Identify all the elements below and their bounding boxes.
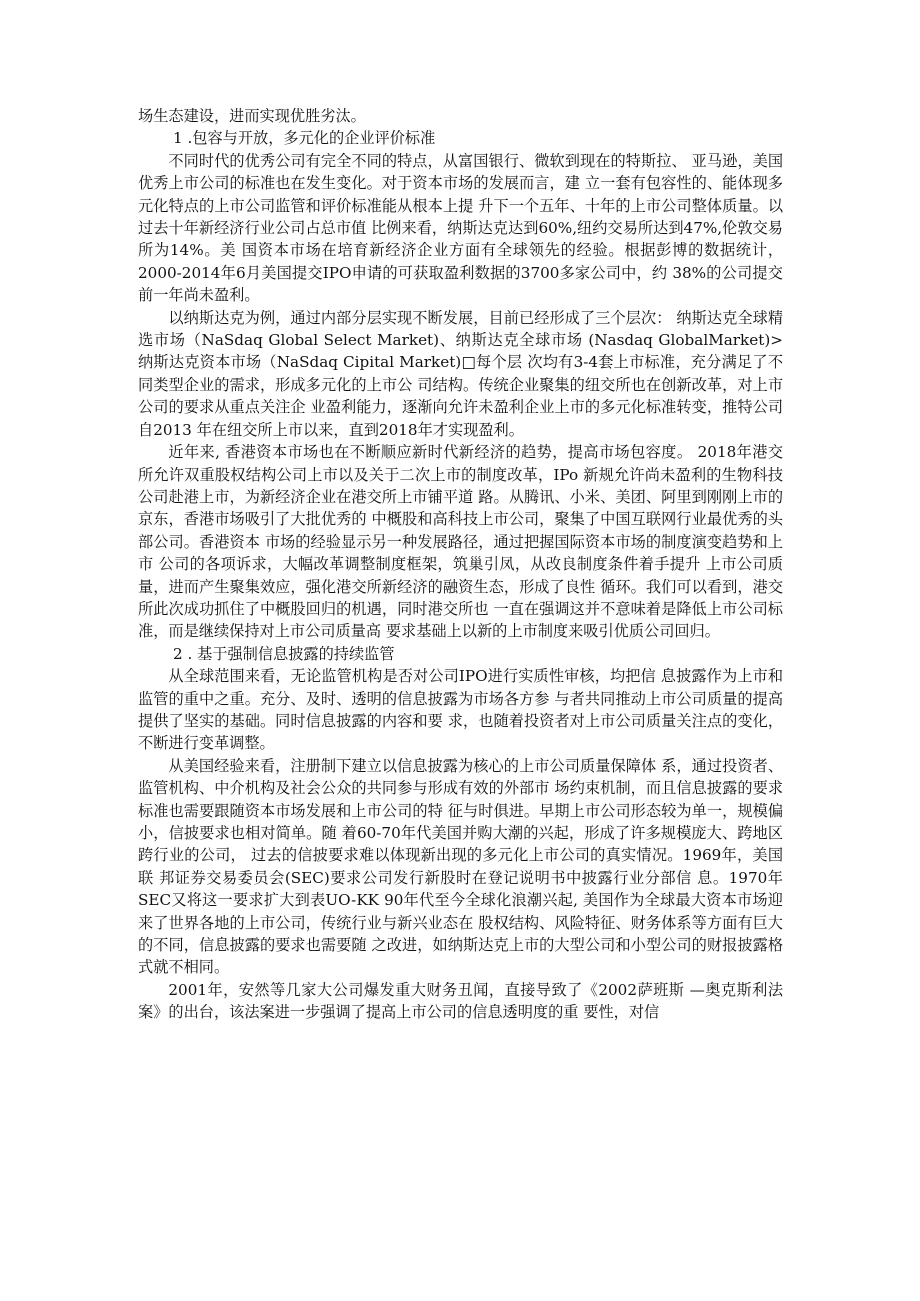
- section-heading-1: 1 .包容与开放，多元化的企业评价标准: [172, 129, 436, 148]
- paragraph-intro-tail: 场生态建设，进而实现优胜劣汰。: [138, 107, 366, 125]
- paragraph-sox: 2001年，安然等几家大公司爆发重大财务丑闻，直接导致了《2002萨班斯 —奥克斯利法案》的出台，该法案进一步强调了提高上市公司的信息透明度的重 要性，对信: [138, 980, 784, 1022]
- paragraph-us-standards: 不同时代的优秀公司有完全不同的特点，从富国银行、微软到现在的特斯拉、 亚马逊，美国优秀上市公司的标准也在发生变化。对于资本市场的发展而言，建 立一套有包容性的、能体现多元化特点的上市公司监管和评价标准能从根本上提 升下一个五年、十年的上市公司整体质量。以过去十年新经济行业公司占总市值 比例来看，纳斯达克达到60%,纽约交易所达到47%,伦敦交易所为14%。美 国资本市场在培育新经济企业方面有全球领先的经验。根据彭博的数据统计， 2000-2014年6月美国提交IPO申请的可获取盈利数据的3700多家公司中，约 38%的公司提交前一年尚未盈利。: [138, 151, 784, 305]
- paragraph-disclosure-global: 从全球范围来看，无论监管机构是否对公司IPO进行实质性审核，均把信 息披露作为上市和监管的重中之重。充分、及时、透明的信息披露为市场各方参 与者共同推动上市公司质量的提高提供了坚实的基础。同时信息披露的内容和要 求，也随着投资者对上市公司质量关注点的变化，不断进行变革调整。: [138, 667, 784, 753]
- document-page: [138, 105, 783, 1024]
- paragraph-nasdaq: 以纳斯达克为例，通过内部分层实现不断发展，目前已经形成了三个层次： 纳斯达克全球精选市场（NaSdaq Global Select Market)、纳斯达克全球市场 (Nasdaq GlobalMarket)> 纳斯达克资本市场（NaSdaq Cipital Market)□每个层 次均有3-4套上市标准，充分满足了不同类型企业的需求，形成多元化的上市公 司结构。传统企业聚集的纽交所也在创新改革，对上市公司的要求从重点关注企 业盈利能力，逐渐向允许未盈利企业上市的多元化标准转变，推特公司自2013 年在纽交所上市以来，直到2018年才实现盈利。: [138, 308, 784, 439]
- paragraph-us-experience: 从美国经验来看，注册制下建立以信息披露为核心的上市公司质量保障体 系，通过投资者、监管机构、中介机构及社会公众的共同参与形成有效的外部市 场约束机制，而且信息披露的要求标准也需要跟随资本市场发展和上市公司的特 征与时俱进。早期上市公司形态较为单一，规模偏小，信披要求也相对简单。随 着60-70年代美国并购大潮的兴起，形成了许多规模庞大、跨地区跨行业的公司， 过去的信披要求难以体现新出现的多元化上市公司的真实情况。1969年，美国联 邦证券交易委员会(SEC)要求公司发行新股时在登记说明书中披露行业分部信 息。1970年SEC又将这一要求扩大到表UO-KK 90年代至今全球化浪潮兴起, 美国作为全球最大资本市场迎来了世界各地的上市公司，传统行业与新兴业态在 股权结构、风险特征、财务体系等方面有巨大的不同，信息披露的要求也需要随 之改进，如纳斯达克上市的大型公司和小型公司的财报披露格式就不相同。: [138, 756, 784, 977]
- paragraph-hong-kong: 近年来, 香港资本市场也在不断顺应新时代新经济的趋势，提高市场包容度。 2018年港交所允许双重股权结构公司上市以及关于二次上市的制度改革，IPo 新规允许尚未盈利的生物科技公司赴港上市，为新经济企业在港交所上市铺平道 路。从腾讯、小米、美团、阿里到刚刚上市的京东，香港市场吸引了大批优秀的 中概股和高科技上市公司，聚集了中国互联网行业最优秀的头部公司。香港资本 市场的经验显示另一种发展路径，通过把握国际资本市场的制度演变趋势和上市 公司的各项诉求，大幅改革调整制度框架，筑巢引凤，从改良制度条件着手提升 上市公司质量，进而产生聚集效应，强化港交所新经济的融资生态，形成了良性 循环。我们可以看到，港交所此次成功抓住了中概股回归的机遇，同时港交所也 一直在强调这并不意味着是降低上市公司标准，而是继续保持对上市公司质量高 要求基础上以新的上市制度来吸引优质公司回归。: [138, 443, 784, 641]
- section-heading-2: 2 . 基于强制信息披露的持续监管: [172, 644, 395, 663]
